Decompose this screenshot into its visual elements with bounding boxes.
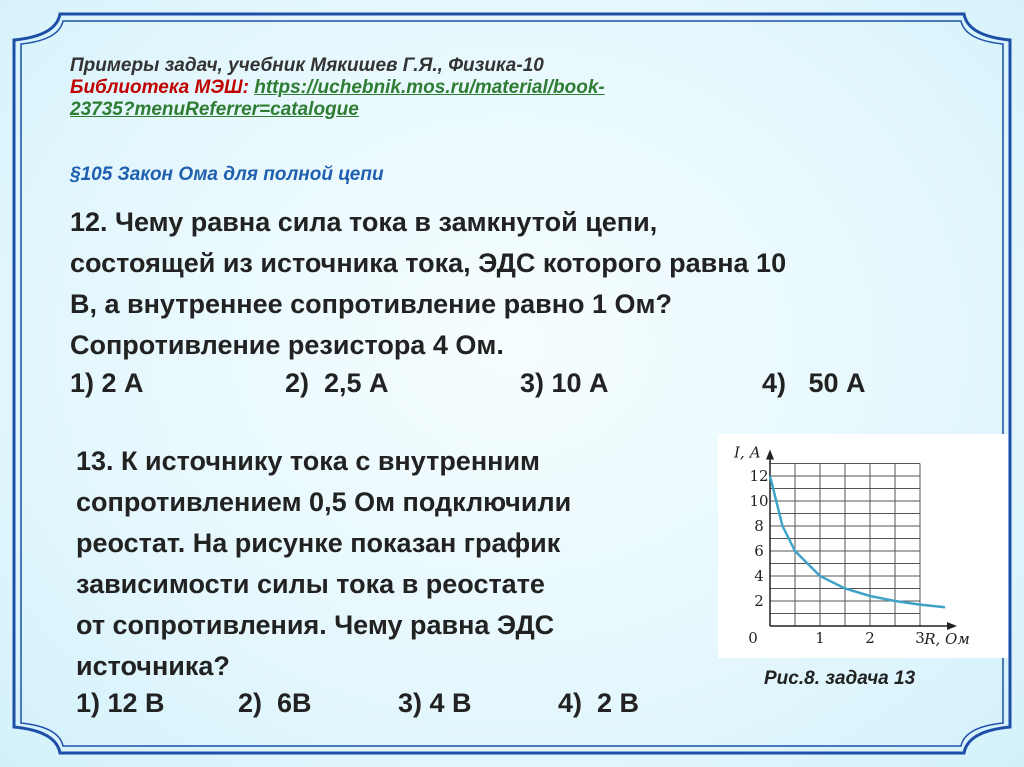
- y-tick-label: 12: [749, 467, 769, 485]
- y-tick-label: 10: [749, 492, 769, 510]
- library-link-part2[interactable]: 23735?menuReferrer=catalogue: [70, 99, 359, 120]
- library-link-part1[interactable]: https://uchebnik.mos.ru/material/book-: [254, 77, 605, 98]
- y-axis-label: I, А: [734, 443, 761, 462]
- problem-13-line: 13. К источнику тока с внутренним: [76, 446, 541, 476]
- x-axis-arrow: [947, 622, 957, 630]
- x-axis-label: R, Ом: [924, 630, 970, 648]
- problem-13-answer-3: 3) 4 В: [398, 688, 472, 718]
- problem-13-line: реостат. На рисунке показан график: [76, 528, 561, 558]
- x-tick-label: 0: [748, 629, 758, 647]
- current-curve: [770, 476, 945, 607]
- header-block: [70, 55, 970, 121]
- x-tick-label: 1: [815, 629, 825, 647]
- problem-13: [76, 441, 716, 687]
- x-tick-label: 3: [915, 629, 925, 647]
- problem-12-line: Сопротивление резистора 4 Ом.: [70, 330, 504, 360]
- problem-13-answer-1: 1) 12 В: [76, 688, 165, 718]
- library-label: Библиотека МЭШ:: [70, 77, 255, 98]
- y-axis-arrow: [766, 450, 774, 460]
- y-tick-label: 8: [754, 517, 764, 535]
- textbook-reference: Примеры задач, учебник Мякишев Г.Я., Физика-10: [70, 55, 544, 76]
- problem-12: [70, 202, 970, 366]
- problem-13-line: зависимости силы тока в реостате: [76, 569, 545, 599]
- problem-13-line: от сопротивления. Чему равна ЭДС: [76, 610, 555, 640]
- y-tick-label: 4: [754, 567, 764, 585]
- figure-caption: Рис.8. задача 13: [764, 668, 916, 689]
- current-vs-resistance-chart: [718, 434, 1008, 658]
- problem-12-answer-2: 2) 2,5 А: [285, 368, 389, 398]
- section-title: §105 Закон Ома для полной цепи: [70, 164, 384, 185]
- y-tick-label: 6: [754, 542, 764, 560]
- problem-12-line: В, а внутреннее сопротивление равно 1 Ом?: [70, 289, 672, 319]
- problem-12-answer-3: 3) 10 А: [520, 368, 609, 398]
- x-tick-label: 2: [865, 629, 875, 647]
- problem-12-line: состоящей из источника тока, ЭДС которого равна 10: [70, 248, 787, 278]
- problem-13-line: сопротивлением 0,5 Ом подключили: [76, 487, 572, 517]
- problem-13-answer-4: 4) 2 В: [558, 688, 640, 718]
- problem-12-answer-4: 4) 50 А: [762, 368, 866, 398]
- problem-13-line: источника?: [76, 651, 230, 681]
- library-line: [70, 77, 970, 99]
- problem-13-answer-2: 2) 6В: [238, 688, 312, 718]
- y-tick-label: 2: [754, 592, 764, 610]
- problem-12-line: 12. Чему равна сила тока в замкнутой цепи,: [70, 207, 658, 237]
- problem-12-answer-1: 1) 2 А: [70, 368, 144, 398]
